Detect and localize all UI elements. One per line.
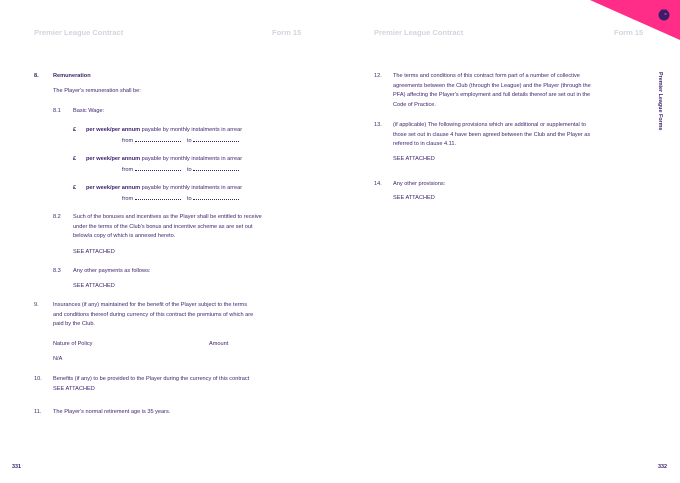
wage-period-3: per week/per annum xyxy=(86,185,141,191)
section-8-2-line-1: Such of the bonuses and incentives as the Player shall be entitled to receive xyxy=(73,214,262,220)
wage-from-field-3[interactable] xyxy=(135,194,181,200)
section-8-2-value: SEE ATTACHED xyxy=(73,249,115,255)
section-14-label: Any other provisions: xyxy=(393,181,446,187)
wage-dates-2 xyxy=(122,165,239,176)
wage-from-field-1[interactable] xyxy=(135,136,181,142)
wage-terms-3: payable by monthly instalments in arrear xyxy=(141,185,243,191)
wage-line-2 xyxy=(86,155,242,165)
wage-terms-2: payable by monthly instalments in arrear xyxy=(141,156,243,162)
section-8-3-value: SEE ATTACHED xyxy=(73,283,115,289)
wage-to-label-3: to xyxy=(186,196,192,202)
header-title-right: Premier League Contract xyxy=(374,28,464,37)
section-8-intro: The Player's remuneration shall be: xyxy=(53,88,141,94)
section-10-text xyxy=(53,375,308,394)
section-13-number: 13. xyxy=(374,122,382,128)
page-number-right: 332 xyxy=(658,464,667,470)
section-13-line-1: (if applicable) The following provisions which are additional or supplemental to xyxy=(393,122,586,128)
section-8-3-number: 8.3 xyxy=(53,268,61,274)
header-form-left: Form 15 xyxy=(272,28,302,37)
wage-period-2: per week/per annum xyxy=(86,156,141,162)
section-12-text xyxy=(393,72,649,110)
corner-ribbon xyxy=(590,0,680,40)
section-11-number: 11. xyxy=(34,409,42,415)
section-10-line-1: Benefits (if any) to be provided to the Player during the currency of this contract xyxy=(53,376,250,382)
wage-from-label-1: from xyxy=(122,138,134,144)
wage-to-field-3[interactable] xyxy=(193,194,239,200)
section-8-2-line-2: under the terms of the Club's bonus and incentive scheme as are set out xyxy=(73,223,253,230)
side-label xyxy=(655,72,665,152)
corner-ribbon-shape xyxy=(590,0,680,40)
section-10-number: 10. xyxy=(34,376,42,382)
section-9-number: 9. xyxy=(34,302,39,308)
section-8-1-number: 8.1 xyxy=(53,108,61,114)
section-14-value: SEE ATTACHED xyxy=(393,195,435,201)
section-12-number: 12. xyxy=(374,73,382,79)
section-9-value: N/A xyxy=(53,356,63,362)
wage-from-field-2[interactable] xyxy=(135,165,181,171)
section-8-3-label: Any other payments as follows: xyxy=(73,268,151,274)
section-12-line-4: Code of Practice. xyxy=(393,101,436,108)
section-9-line-1: Insurances (if any) maintained for the benefit of the Player subject to the terms xyxy=(53,302,248,308)
section-8-title: Remuneration xyxy=(53,73,91,79)
section-8-2-number: 8.2 xyxy=(53,214,61,220)
wage-to-field-1[interactable] xyxy=(193,136,239,142)
wage-to-label-1: to xyxy=(186,138,192,144)
section-8-1-label: Basic Wage: xyxy=(73,108,105,114)
section-14-number: 14. xyxy=(374,181,382,187)
wage-to-field-2[interactable] xyxy=(193,165,239,171)
section-12-line-1: The terms and conditions of this contract form part of a number of collective xyxy=(393,73,580,79)
section-13-text xyxy=(393,121,649,150)
section-8-2-text xyxy=(73,213,308,242)
section-9-col-amount: Amount xyxy=(209,341,229,347)
wage-terms-1: payable by monthly instalments in arrear xyxy=(141,127,243,133)
header-form-right: Form 15 xyxy=(614,28,644,37)
wage-dates-3 xyxy=(122,194,239,205)
section-11-text: The Player's normal retirement age is 35 years. xyxy=(53,409,171,415)
wage-to-label-2: to xyxy=(186,167,192,173)
section-9-text xyxy=(53,301,308,330)
section-8-2-line-3: below/a copy of which is annexed hereto. xyxy=(73,233,176,240)
section-13-line-3: referred to in clause 4.11. xyxy=(393,141,457,148)
wage-from-label-2: from xyxy=(122,167,134,173)
header-title-left: Premier League Contract xyxy=(34,28,124,37)
wage-currency-2: £ xyxy=(73,156,77,162)
wage-currency-3: £ xyxy=(73,185,77,191)
right-page xyxy=(340,0,680,483)
wage-from-label-3: from xyxy=(122,196,134,202)
section-10-line-2: SEE ATTACHED xyxy=(53,385,95,392)
section-9-line-2: and conditions thereof during currency of this contract the premiums of which are xyxy=(53,311,254,318)
section-12-line-3: PFA) affecting the Player's employment and full details thereof are set out in the xyxy=(393,92,591,99)
section-13-value: SEE ATTACHED xyxy=(393,156,435,162)
section-12-line-2: agreements between the Club (through the League) and the Player (through the xyxy=(393,82,591,89)
wage-line-3 xyxy=(86,184,242,194)
wage-currency-1: £ xyxy=(73,127,77,133)
section-8-number: 8. xyxy=(34,73,39,79)
page-number-left: 331 xyxy=(12,464,21,470)
section-13-line-2: those set out in clause 4 have been agreed between the Club and the Player as xyxy=(393,131,591,138)
section-9-col-nature: Nature of Policy xyxy=(53,341,93,347)
wage-period-1: per week/per annum xyxy=(86,127,141,133)
wage-dates-1 xyxy=(122,136,239,147)
section-9-line-3: paid by the Club. xyxy=(53,321,95,328)
side-label-text: Premier League Forms xyxy=(657,72,663,131)
wage-line-1 xyxy=(86,126,242,136)
